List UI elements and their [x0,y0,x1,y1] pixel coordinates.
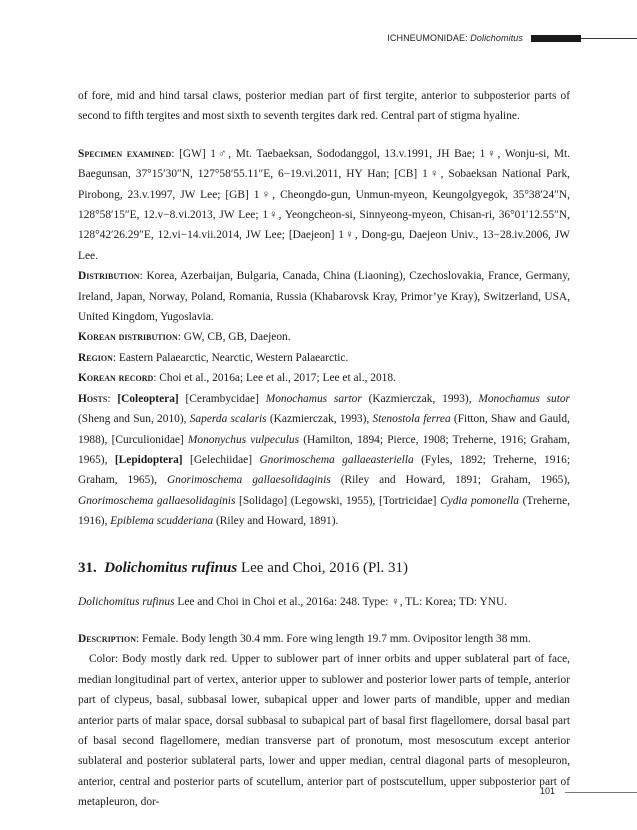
running-header-text: ICHNEUMONIDAE: Dolichomitus [387,33,523,43]
page-body [78,86,570,813]
section-label: Description [78,632,137,645]
section-label: Specimen examined [78,147,172,160]
color-paragraph: Color: Body mostly dark red. Upper to sublower part of inner orbits and upper sublateral part of face, median longitudinal part of vertex, anterior upper to sublower and posterior lower parts of temple, anterior part of clypeus, basal, subbasal lower, subapical upper and lower parts of mandible, upper and median anterior parts of malar space, dorsal subbasal to subapical part of basal first flagellomere, dorsal basal part of basal second flagellomere, median transverse part of pronotum, most mesoscutum except anterior sublateral and posterior sublateral parts, lower and upper median, central diagonal parts of mesopleuron, anterior, central and posterior parts of scutellum, anterior part of postscutellum, upper subposterior part of metapleuron, dor- [78,653,570,809]
specimen-examined-paragraph: Specimen examined: [GW] 1♂, Mt. Taebaeksan, Sododanggol, 13.v.1991, JH Bae; 1♀, Wonju-si, Mt. Baegunsan, 37°15′30″N, 127°58′55.11″E, 6−19.vi.2011, HY Han; [CB] 1♀, Sobaeksan National Park, Pirobong, 23.v.1997, JW Lee; [GB] 1♀, Cheongdo-gun, Unmun-myeon, Keungolgyegok, 35°38′24″N, 128°58′15″E, 12.v−8.vi.2013, JW Lee; 1♀, Yeongcheon-si, Sinnyeong-myeon, Chisan-ri, 36°01′12.55″N, 128°42′26.29″E, 12.vi−14.vii.2014, JW Lee; [Daejeon] 1♀, Dong-gu, Daejeon Univ., 13−28.iv.2006, JW Lee. [78,147,570,262]
running-header [387,31,637,45]
species-heading: 31. Dolichomitus rufinus Lee and Choi, 2016 (Pl. 31) [78,559,409,576]
korean-distribution-paragraph: Korean distribution: GW, CB, GB, Daejeon. [78,331,291,344]
region-paragraph: Region: Eastern Palaearctic, Nearctic, Western Palaearctic. [78,351,349,364]
section-label: Korean record [78,372,154,385]
section-label: Korean distribution [78,331,178,344]
page-number: 101 [539,786,555,796]
korean-record-paragraph: Korean record: Choi et al., 2016a; Lee et al., 2017; Lee et al., 2018. [78,372,396,385]
distribution-paragraph: Distribution: Korea, Azerbaijan, Bulgaria, Canada, China (Liaoning), Czechoslovakia, France, Germany, Ireland, Japan, Norway, Poland, Romania, Russia (Khabarovsk Kray, Primor’ye Kray), Switzerland, USA, United Kingdom, Yugoslavia. [78,270,570,324]
page-footer [0,786,637,800]
hosts-paragraph: Hosts: [Coleoptera] [Cerambycidae] Monochamus sartor (Kazmierczak, 1993), Monochamus sutor (Sheng and Sun, 2010), Saperda scalaris (Kazmierczak, 1993), Stenostola ferrea (Fitton, Shaw and Gauld, 1988), [Curculionidae] Mononychus vulpeculus (Hamilton, 1894; Pierce, 1908; Treherne, 1916; Graham, 1965), [Lepidoptera] [Gelechiidae] Gnorimoschema gallaeasteriella (Fyles, 1892; Treherne, 1916; Graham, 1965), Gnorimoschema gallaesolidaginis (Riley and Howard, 1891; Graham, 1965), Gnorimoschema gallaesolidaginis [Solidago] (Legowski, 1955), [Tortricidae] Cydia pomonella (Treherne, 1916), Epiblema scudderiana (Riley and Howard, 1891). [78,392,571,528]
header-rule [581,38,637,39]
footer-rule [565,792,637,793]
section-label: Hosts [78,392,108,405]
description-paragraph: Description: Female. Body length 30.4 mm. Fore wing length 19.7 mm. Ovipositor length 38 mm. [78,632,531,645]
intro-paragraph: of fore, mid and hind tarsal claws, posterior median part of first tergite, anterior to subposterior parts of second to fifth tergites and most sixth to seventh tergites dark red. Central part of stigma hyaline. [78,90,570,123]
species-citation: Dolichomitus rufinus Lee and Choi in Choi et al., 2016a: 248. Type: ♀, TL: Korea; TD: YNU. [78,595,508,608]
section-label: Distribution [78,270,140,283]
section-label: Region [78,351,113,364]
header-black-bar [531,35,581,42]
